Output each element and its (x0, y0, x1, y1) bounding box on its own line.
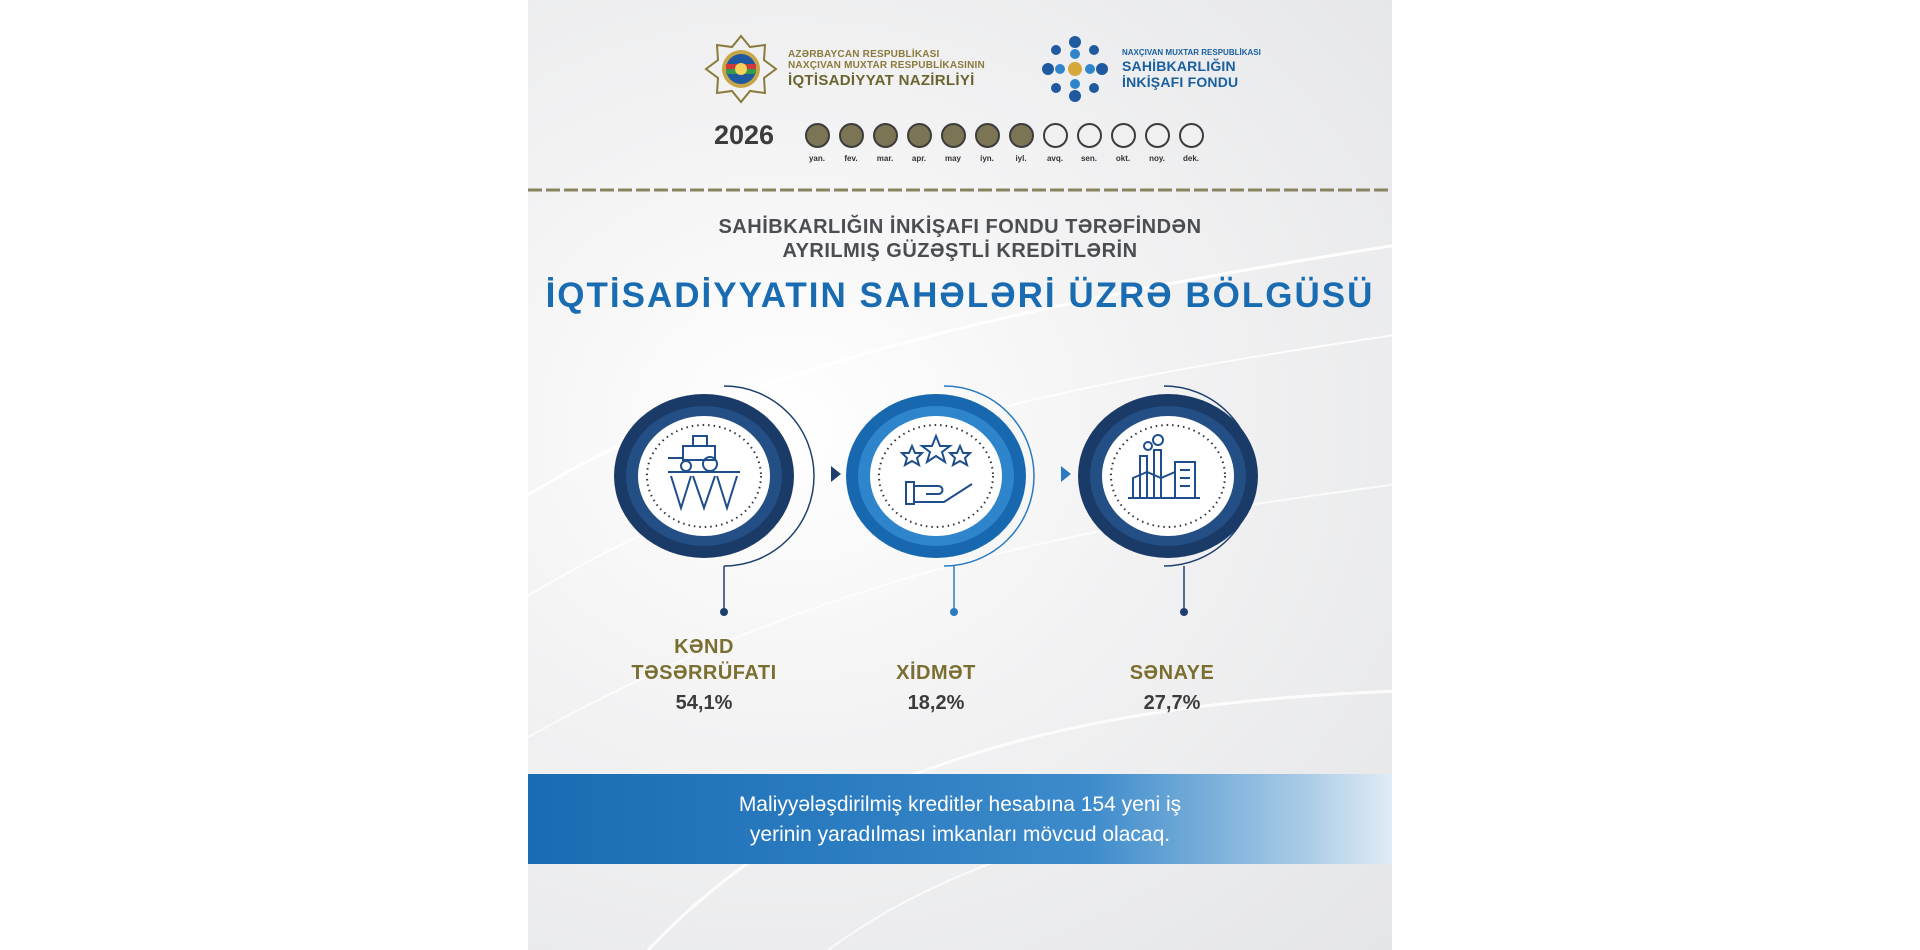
month-dot (1179, 123, 1204, 148)
ministry-logo-line2: NAXÇIVAN MUXTAR RESPUBLİKASININ (788, 60, 985, 72)
month-dot (1145, 123, 1170, 148)
subtitle-line1: SAHİBKARLIĞIN İNKİŞAFI FONDU TƏRƏFİNDƏN (718, 216, 1202, 238)
month-label: sen. (1080, 154, 1097, 163)
sector-name: XİDMƏT (896, 662, 976, 684)
timeline-month (800, 123, 834, 163)
main-title: İQTİSADİYYATIN SAHƏLƏRİ ÜZRƏ BÖLGÜSÜ (545, 276, 1375, 315)
month-dot (907, 123, 932, 148)
timeline-month (970, 123, 1004, 163)
sector-circle-service (846, 386, 1071, 616)
month-label: noy. (1149, 154, 1165, 163)
sector-circle-agriculture (614, 386, 841, 616)
month-dot (839, 123, 864, 148)
month-label: iyl. (1015, 154, 1027, 163)
month-label: dek. (1182, 154, 1199, 163)
banner-line2: yerinin yaradılması imkanları mövcud olacaq. (749, 823, 1171, 846)
info-banner-text (528, 790, 1392, 850)
sector-percent: 18,2% (907, 692, 965, 714)
timeline-month (902, 123, 936, 163)
month-label: avq. (1046, 154, 1063, 163)
month-dot (1009, 123, 1034, 148)
month-dot (805, 123, 830, 148)
timeline-month (1140, 123, 1174, 163)
sector-service (836, 660, 1036, 715)
month-label: may (944, 154, 961, 163)
timeline-year: 2026 (714, 120, 775, 150)
sector-percent: 54,1% (675, 692, 733, 714)
sector-industry (1072, 660, 1272, 715)
sector-name-line1: KƏND (674, 636, 734, 658)
ministry-logo-line3: İQTİSADİYYAT NAZİRLİYİ (788, 71, 975, 89)
sector-name-line2: TƏSƏRRÜFATI (631, 662, 777, 684)
fund-logo-line3: İNKİŞAFI FONDU (1122, 73, 1239, 90)
month-label: iyn. (980, 154, 994, 163)
sector-circle-industry (1078, 386, 1258, 616)
azerbaijan-emblem-icon (704, 34, 778, 104)
dashed-divider (528, 188, 1392, 192)
banner-line1: Maliyyələşdirilmiş kreditlər hesabına 154 yeni iş (738, 793, 1182, 816)
fund-snowflake-icon (1038, 34, 1112, 104)
month-dot (1077, 123, 1102, 148)
sector-name: SƏNAYE (1129, 662, 1215, 684)
month-dot (941, 123, 966, 148)
month-label: okt. (1115, 154, 1131, 163)
timeline-month (834, 123, 868, 163)
month-dot (873, 123, 898, 148)
timeline-month (1038, 123, 1072, 163)
subtitle-line2: AYRILMIŞ GÜZƏŞTLİ KREDİTLƏRİN (782, 240, 1138, 262)
month-dot (1111, 123, 1136, 148)
ministry-logo (704, 34, 985, 104)
timeline-month (1004, 123, 1038, 163)
timeline-month (868, 123, 902, 163)
timeline-months (800, 123, 1208, 163)
timeline-month (1072, 123, 1106, 163)
month-dot (975, 123, 1000, 148)
month-dot (1043, 123, 1068, 148)
month-label: apr. (911, 154, 927, 163)
ministry-logo-line1: AZƏRBAYCAN RESPUBLİKASI (788, 48, 940, 60)
timeline-month (1174, 123, 1208, 163)
fund-logo-line1: NAXÇIVAN MUXTAR RESPUBLİKASI (1122, 48, 1261, 58)
infographic-poster (528, 0, 1392, 950)
month-label: yan. (808, 154, 825, 163)
fund-logo (1038, 34, 1261, 104)
sector-percent: 27,7% (1143, 692, 1201, 714)
month-label: mar. (876, 154, 894, 163)
timeline-month (1106, 123, 1140, 163)
fund-logo-line2: SAHİBKARLIĞIN (1122, 57, 1236, 74)
timeline-month (936, 123, 970, 163)
month-label: fev. (844, 154, 858, 163)
sector-agriculture (604, 634, 804, 715)
